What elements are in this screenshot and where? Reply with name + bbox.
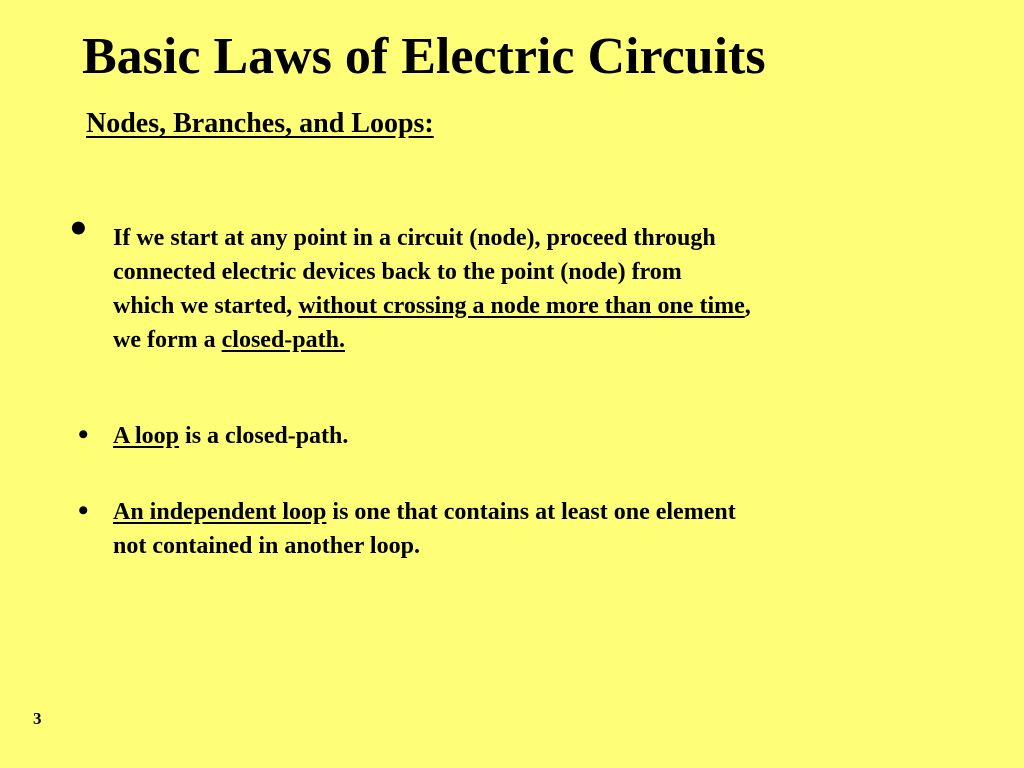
bullet-3-line-2: not contained in another loop. [113, 533, 420, 559]
bullet-marker-2: • [78, 418, 89, 451]
bullet-text-1 [113, 221, 903, 357]
page-number: 3 [33, 709, 42, 728]
bullet-2-loop-term: A loop [113, 423, 180, 449]
bullet-3-definition: is one that contains at least one element [326, 499, 736, 525]
bullet-1-closed-path-term: closed-path. [221, 327, 345, 353]
bullet-1-line-3-start: which we started, [113, 293, 299, 319]
bullet-text-2 [113, 419, 903, 453]
bullet-3-independent-loop-term: An independent loop [113, 499, 327, 525]
bullet-marker-3: • [78, 494, 89, 527]
bullet-1-line-1: If we start at any point in a circuit (node), proceed through [113, 225, 716, 251]
slide-title: Basic Laws of Electric Circuits [82, 28, 766, 85]
bullet-1-line-4-start: we form a [113, 327, 222, 353]
bullet-1-underlined-phrase: without crossing a node more than one time [298, 293, 745, 319]
bullet-2-definition: is a closed-path. [179, 423, 349, 449]
bullet-marker-1: • [70, 202, 87, 255]
bullet-1-line-3-end: , [744, 293, 751, 319]
bullet-text-3 [113, 495, 903, 563]
bullet-1-line-2: connected electric devices back to the point (node) from [113, 259, 682, 285]
slide-subtitle: Nodes, Branches, and Loops: [86, 108, 434, 139]
